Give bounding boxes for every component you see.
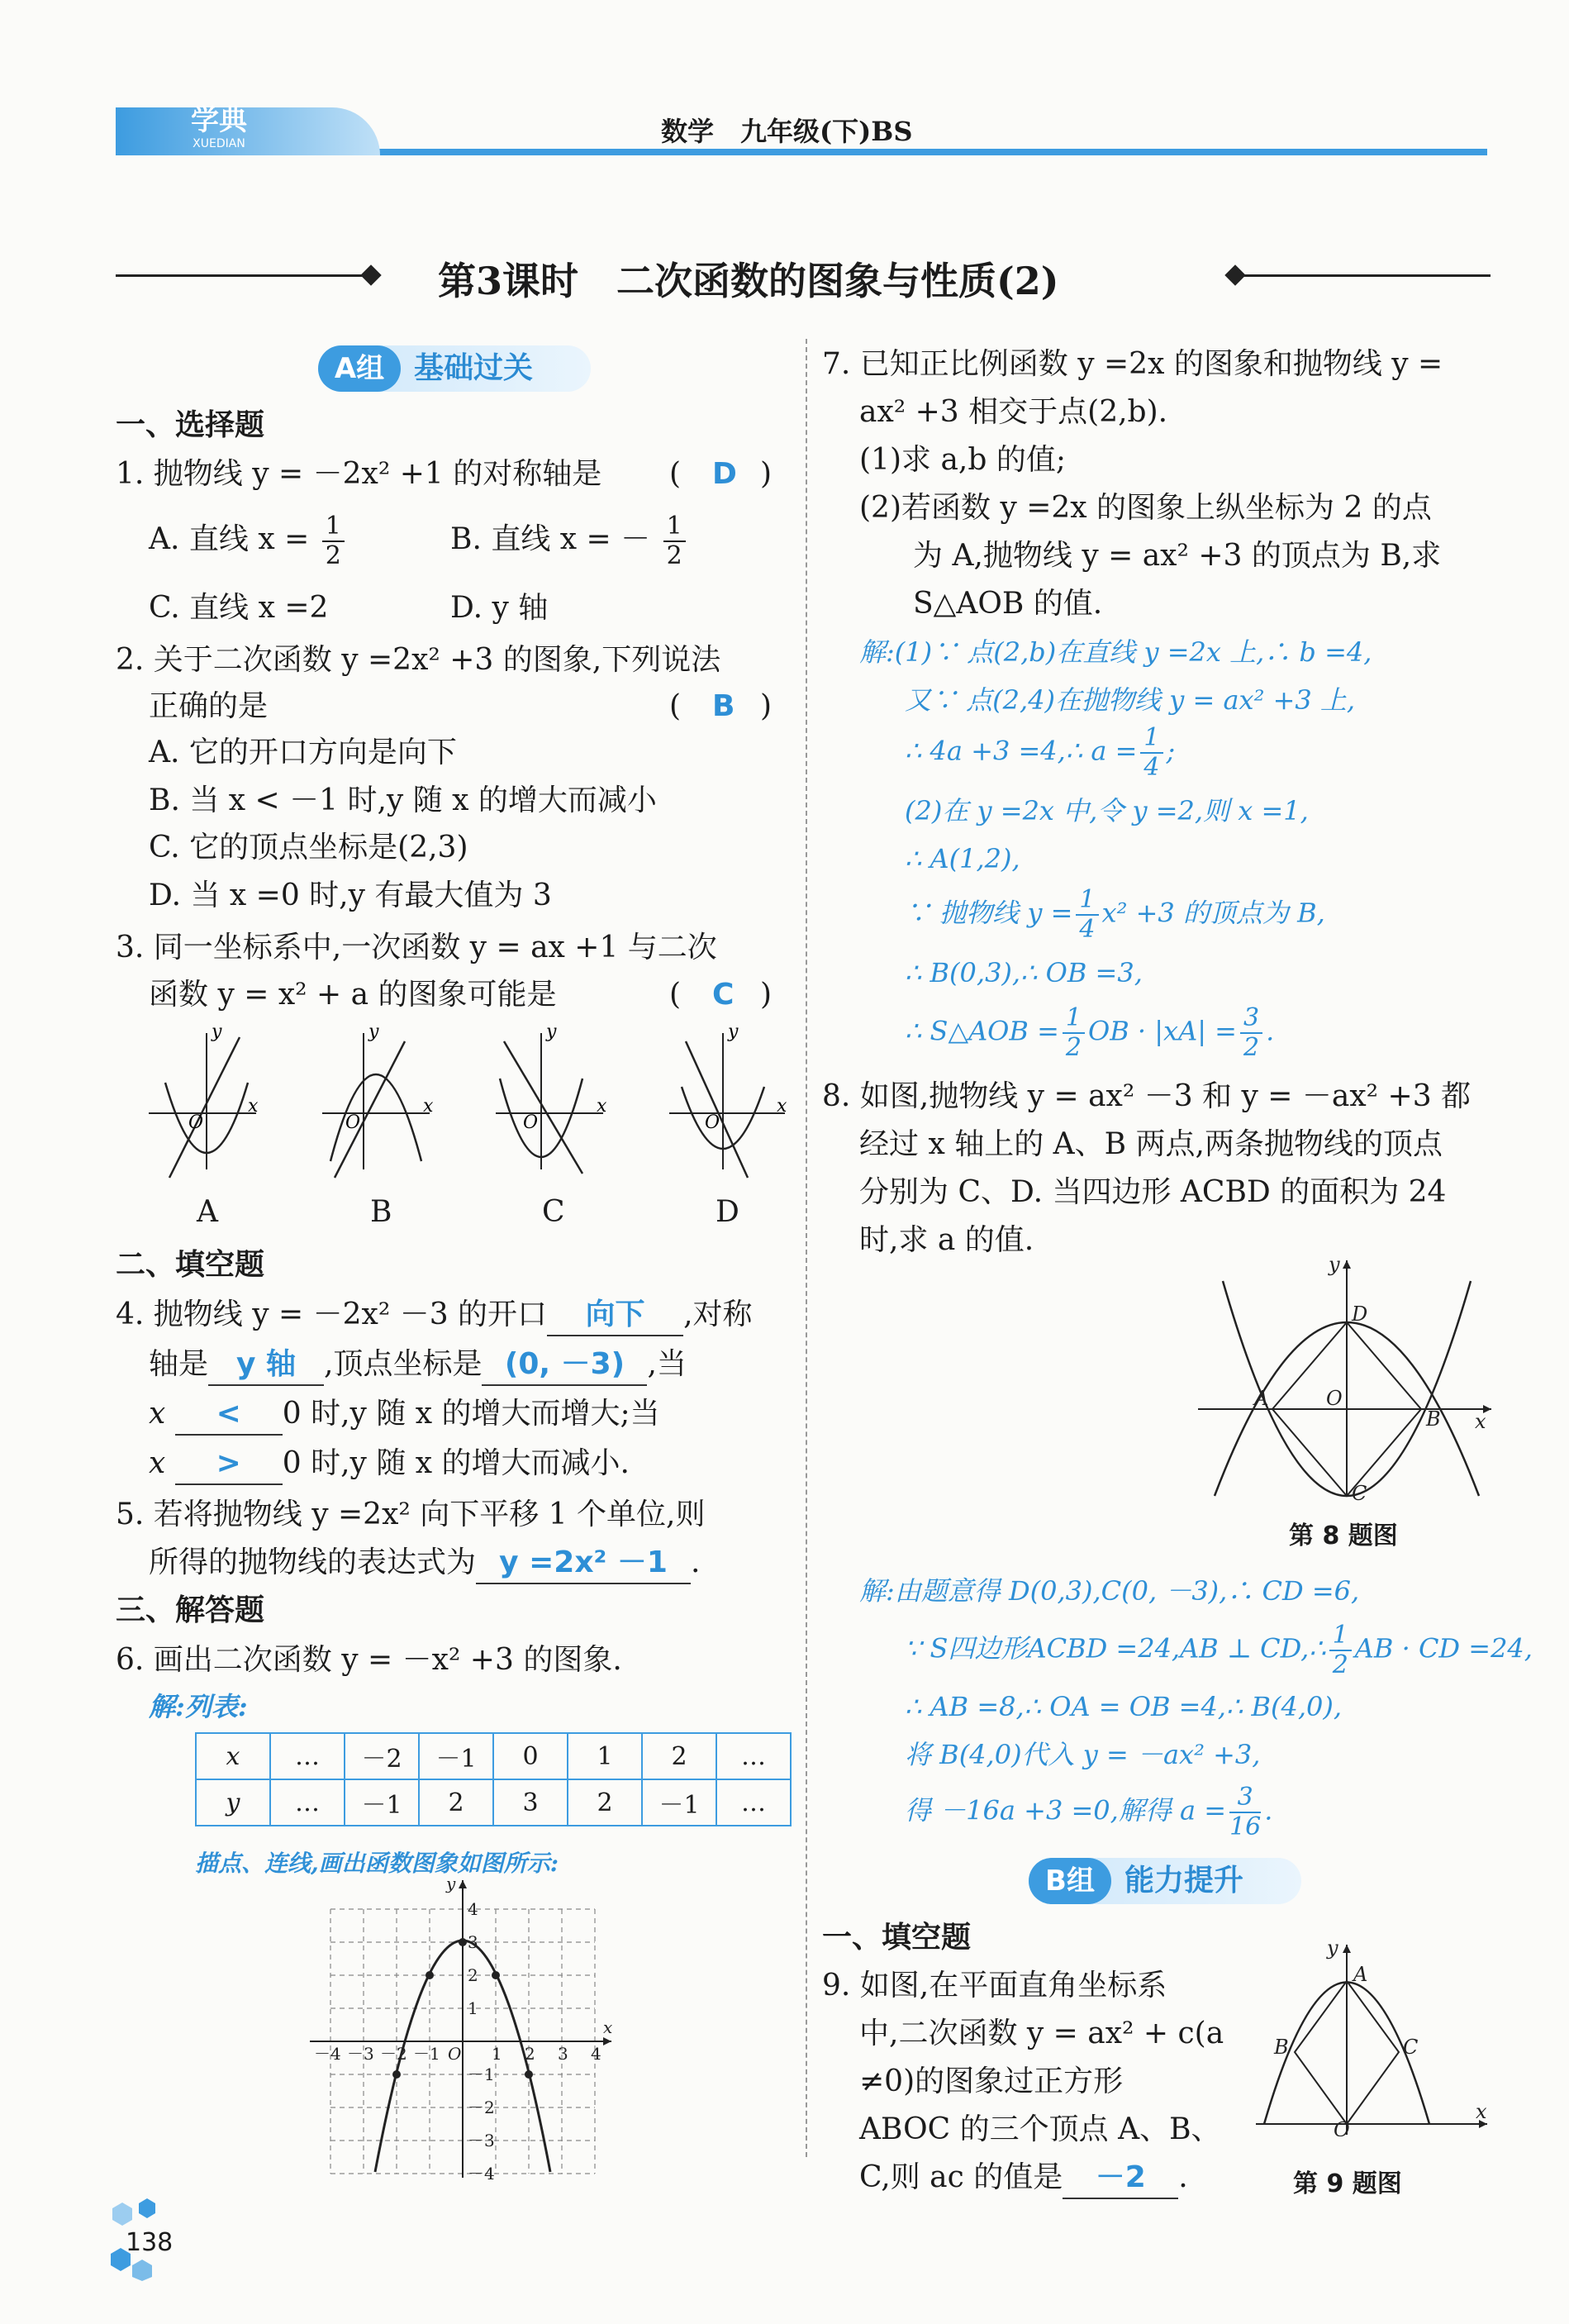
q7-solution-8-fraction-2	[1240, 1004, 1262, 1062]
q8-figure	[1190, 1248, 1504, 1504]
q9-line-4: ABOC 的三个顶点 A、B、	[859, 2112, 1221, 2146]
fraction-numerator: 1	[322, 512, 345, 542]
q6-solution-label: 解:列表:	[149, 1691, 248, 1722]
q6-x-tick: －2	[380, 2044, 407, 2064]
lesson-title: 第3课时 二次函数的图象与性质(2)	[438, 259, 1059, 303]
q8-label-c: C	[1352, 1482, 1367, 1504]
q8-label-d: D	[1352, 1302, 1368, 1326]
q8-solution-2-end: AB · CD =24,	[1354, 1632, 1533, 1664]
q3-graph-a-x: x	[248, 1096, 259, 1117]
q6-table-cell: y	[196, 1779, 270, 1826]
column-divider	[806, 339, 807, 2157]
q1-option-b-text: B. 直线 x = －	[450, 522, 651, 556]
q3-graph-d	[669, 1022, 787, 1178]
q1-option-b	[450, 512, 689, 570]
q2-paren-close: )	[760, 689, 773, 723]
q1-option-c: C. 直线 x =2	[149, 591, 329, 625]
q8-line-2: 经过 x 轴上的 A、B 两点,两条抛物线的顶点	[859, 1127, 1443, 1161]
q7-solution-1: 解:(1)∵ 点(2,b)在直线 y =2x 上,∴ b =4,	[859, 636, 1372, 668]
title-rule-left	[116, 274, 364, 277]
q7-solution-4: (2)在 y =2x 中,令 y =2,则 x =1,	[905, 795, 1309, 826]
q9-text-end: .	[1178, 2160, 1188, 2194]
fraction-denominator: 2	[1332, 1650, 1348, 1679]
q6-axis-y: y	[446, 1876, 456, 1893]
q6-table-cell: 3	[493, 1779, 568, 1826]
q6-table-cell: 0	[493, 1733, 568, 1779]
q3-graph-c	[496, 1022, 607, 1174]
title-diamond-left	[360, 264, 381, 285]
q4-blank-opening: 向下	[547, 1295, 683, 1336]
q6-table-row-y	[196, 1779, 791, 1826]
fraction-denominator: 4	[1079, 915, 1096, 944]
q1-option-d: D. y 轴	[450, 591, 549, 625]
fraction-numerator: 1	[663, 512, 686, 542]
q5-text-2: 所得的抛物线的表达式为	[149, 1545, 477, 1579]
q3-graph-b-y: y	[368, 1022, 379, 1042]
q9-label-a: A	[1353, 1963, 1368, 1986]
q3-paren-open: (	[669, 978, 682, 1012]
q9-label-b: B	[1274, 2036, 1289, 2059]
q2-option-a: A. 它的开口方向是向下	[149, 736, 457, 769]
q4-text-7: 0 时,y 随 x 的增大而增大;当	[282, 1397, 660, 1431]
fraction-denominator: 2	[325, 541, 341, 570]
q7-solution-3-text: ∴ 4a +3 =4,∴ a =	[905, 735, 1138, 767]
q6-x-tick: 2	[525, 2044, 535, 2064]
fraction-numerator: 3	[1240, 1004, 1262, 1034]
q6-table-cell: x	[196, 1733, 270, 1779]
q9-line-1: 9. 如图,在平面直角坐标系	[822, 1969, 1167, 2003]
q7-solution-8-fraction-1	[1063, 1004, 1085, 1062]
q6-table-cell: …	[716, 1733, 791, 1779]
q6-value-table	[195, 1732, 792, 1826]
q8-line-3: 分别为 C、D. 当四边形 ACBD 的面积为 24	[859, 1175, 1447, 1209]
group-a-header	[318, 345, 591, 392]
q1-answer: D	[712, 457, 737, 491]
q8-figure-caption: 第 8 题图	[1289, 1522, 1398, 1550]
q4-line-3	[149, 1390, 660, 1438]
q8-label-b: B	[1426, 1407, 1441, 1431]
fraction-numerator: 1	[1140, 724, 1162, 754]
q9-line-3: ≠0)的图象过正方形	[859, 2064, 1124, 2098]
q6-y-tick: －2	[468, 2098, 495, 2117]
q9-text-5: C,则 ac 的值是	[859, 2160, 1063, 2194]
q2-option-d: D. 当 x =0 时,y 有最大值为 3	[149, 879, 552, 912]
q7-solution-8-text: ∴ S△AOB =	[905, 1015, 1059, 1047]
q1-option-a	[149, 512, 348, 570]
q9-line-5	[859, 2154, 1188, 2202]
q9-label-c: C	[1403, 2036, 1419, 2059]
q7-solution-5: ∴ A(1,2),	[905, 843, 1020, 874]
q3-label-c: C	[542, 1195, 565, 1229]
fraction-denominator: 2	[666, 541, 682, 570]
q8-solution-5-text: 得 －16a +3 =0,解得 a =	[905, 1794, 1227, 1826]
q1-option-b-fraction	[663, 512, 686, 570]
q6-table-cell: －1	[642, 1779, 716, 1826]
q7-solution-7: ∴ B(0,3),∴ OB =3,	[905, 957, 1143, 988]
q4-blank-less: <	[175, 1394, 283, 1436]
q9-figure	[1248, 1938, 1495, 2136]
q8-solution-1: 解:由题意得 D(0,3),C(0, －3),∴ CD =6,	[859, 1575, 1360, 1607]
q6-x-tick: 1	[492, 2044, 502, 2064]
q1-stem: 1. 抛物线 y = －2x² +1 的对称轴是	[116, 457, 602, 491]
q1-option-a-fraction	[322, 512, 345, 570]
section-solve: 三、解答题	[116, 1593, 265, 1627]
q8-solution-4: 将 B(4,0)代入 y = －ax² +3,	[905, 1739, 1261, 1770]
q8-solution-2	[905, 1622, 1533, 1679]
q4-text-3: 轴是	[149, 1347, 209, 1381]
q5-text-3: .	[691, 1545, 701, 1579]
q6-y-tick: 4	[468, 1899, 478, 1919]
q7-line-2: ax² +3 相交于点(2,b).	[859, 395, 1168, 429]
q3-graph-a-o: O	[188, 1112, 204, 1133]
logo-text-cn: 学典	[191, 104, 247, 137]
q7-line-5: 为 A,抛物线 y = ax² +3 的顶点为 B,求	[913, 539, 1442, 573]
q6-table-cell: －2	[345, 1733, 419, 1779]
q3-option-graphs	[140, 1021, 793, 1186]
q9-line-2: 中,二次函数 y = ax² + c(a	[859, 2017, 1224, 2050]
fraction-numerator: 3	[1229, 1783, 1261, 1813]
q6-table-cell: 2	[568, 1779, 642, 1826]
q1-paren-close: )	[760, 457, 773, 491]
q3-stem-2: 函数 y = x² + a 的图象可能是	[149, 978, 557, 1012]
group-a-badge: A组	[318, 345, 401, 392]
q6-table-cell: －1	[419, 1733, 493, 1779]
q6-origin: O	[448, 2044, 462, 2064]
q1-paren-open: (	[669, 457, 682, 491]
q7-line-1: 7. 已知正比例函数 y =2x 的图象和抛物线 y =	[822, 347, 1443, 381]
page-number: 138	[126, 2228, 174, 2257]
fraction-numerator: 1	[1076, 886, 1098, 916]
q8-line-4: 时,求 a 的值.	[859, 1223, 1034, 1257]
q6-x-tick: 4	[591, 2044, 601, 2064]
q9-blank-answer: －2	[1063, 2158, 1178, 2199]
q6-axis-x: x	[603, 2017, 613, 2037]
q3-graph-b-o: O	[345, 1112, 361, 1133]
fraction-denominator: 2	[1065, 1033, 1082, 1062]
q6-x-tick: －3	[347, 2044, 374, 2064]
logo	[165, 104, 273, 150]
q6-description: 描点、连线,画出函数图象如图所示:	[195, 1850, 559, 1877]
q6-x-tick: －4	[314, 2044, 341, 2064]
q4-line-2	[149, 1341, 687, 1388]
q2-paren-open: (	[669, 689, 682, 723]
q3-graph-d-o: O	[705, 1112, 720, 1133]
q8-solution-5	[905, 1783, 1272, 1841]
q7-solution-8-mid: OB · |xA| =	[1088, 1015, 1237, 1047]
q9-label-y: y	[1327, 1938, 1338, 1960]
q3-label-a: A	[197, 1195, 218, 1229]
fraction-denominator: 2	[1243, 1033, 1260, 1062]
q7-solution-6	[905, 886, 1325, 944]
q6-y-tick: 3	[468, 1932, 478, 1952]
q9-figure-caption: 第 9 题图	[1293, 2169, 1402, 2198]
q2-option-c: C. 它的顶点坐标是(2,3)	[149, 831, 468, 864]
q8-label-y: y	[1329, 1253, 1340, 1276]
q6-y-tick: －1	[468, 2064, 495, 2084]
q5-line-2	[149, 1539, 700, 1587]
q7-line-4: (2)若函数 y =2x 的图象上纵坐标为 2 的点	[859, 491, 1432, 525]
q6-y-tick: 2	[468, 1965, 478, 1985]
q6-y-tick: －3	[468, 2131, 495, 2150]
q3-graph-d-x: x	[777, 1096, 787, 1117]
group-b-title: 能力提升	[1124, 1864, 1244, 1898]
q6-table-row-x	[196, 1733, 791, 1779]
q3-graph-b-x: x	[423, 1096, 434, 1117]
q8-solution-2-text: ∵ S四边形ACBD =24,AB ⊥ CD,∴	[905, 1632, 1326, 1664]
fraction-denominator: 4	[1143, 753, 1160, 782]
q3-graph-c-y: y	[546, 1022, 557, 1042]
q6-table-cell: 2	[642, 1733, 716, 1779]
q8-solution-5-fraction	[1229, 1783, 1261, 1841]
q4-text-5: ,当	[647, 1347, 687, 1381]
q6-y-tick: 1	[468, 1998, 478, 2018]
q3-graph-d-y: y	[728, 1022, 739, 1042]
group-b-badge: B组	[1029, 1858, 1111, 1904]
logo-text-en: XUEDIAN	[193, 137, 245, 150]
q7-solution-6-fraction	[1076, 886, 1098, 944]
fraction-numerator: 1	[1063, 1004, 1085, 1034]
q6-x-tick: 3	[558, 2044, 568, 2064]
q4-line-4	[149, 1440, 630, 1488]
q6-table-cell: …	[270, 1779, 345, 1826]
group-b-header	[1029, 1858, 1301, 1904]
q3-graph-c-x: x	[597, 1096, 607, 1117]
q3-paren-close: )	[760, 978, 773, 1012]
q4-blank-greater: >	[175, 1444, 283, 1485]
q3-label-d: D	[716, 1195, 739, 1229]
q4-text-4: ,顶点坐标是	[324, 1347, 483, 1381]
q6-table-cell: …	[270, 1733, 345, 1779]
q6-table-cell: 2	[419, 1779, 493, 1826]
q7-line-3: (1)求 a,b 的值;	[859, 443, 1066, 477]
q3-graph-c-o: O	[523, 1112, 539, 1133]
q4-text-1: 4. 抛物线 y = －2x² －3 的开口	[116, 1298, 548, 1331]
q5-blank-expression: y =2x² －1	[476, 1543, 691, 1584]
q4-blank-vertex: (0, －3)	[482, 1345, 647, 1386]
section-fill-b: 一、填空题	[822, 1921, 972, 1955]
q3-graph-a	[149, 1022, 259, 1178]
q3-answer: C	[712, 978, 735, 1012]
section-fill: 二、填空题	[116, 1248, 265, 1282]
q8-solution-3: ∴ AB =8,∴ OA = OB =4,∴ B(4,0),	[905, 1691, 1343, 1722]
q5-line-1: 5. 若将抛物线 y =2x² 向下平移 1 个单位,则	[116, 1498, 706, 1531]
q3-graph-b	[322, 1022, 434, 1178]
q7-solution-6-text: ∵ 抛物线 y =	[905, 897, 1073, 929]
q2-option-b: B. 当 x < －1 时,y 随 x 的增大而减小	[149, 783, 657, 817]
q6-y-tick: －4	[468, 2164, 495, 2182]
q4-line-1	[116, 1291, 753, 1339]
q7-solution-6-end: x² +3 的顶点为 B,	[1101, 897, 1325, 929]
q6-table-cell: 1	[568, 1733, 642, 1779]
q4-text-9: 0 时,y 随 x 的增大而减小.	[282, 1446, 630, 1480]
q2-stem-2: 正确的是	[149, 689, 269, 723]
q6-x-tick: －1	[413, 2044, 440, 2064]
page-header	[0, 99, 1569, 165]
q8-line-1: 8. 如图,抛物线 y = ax² －3 和 y = －ax² +3 都	[822, 1079, 1472, 1113]
header-title: 数学 九年级(下)BS	[661, 116, 913, 147]
q9-label-o: O	[1334, 2118, 1350, 2136]
title-rule-right	[1243, 274, 1491, 277]
q4-text-8: x	[149, 1446, 166, 1480]
q8-label-o: O	[1326, 1387, 1343, 1410]
fraction-denominator: 16	[1229, 1812, 1262, 1841]
q4-blank-axis: y 轴	[208, 1345, 324, 1386]
q8-solution-5-end: .	[1264, 1794, 1273, 1826]
q7-solution-8	[905, 1004, 1274, 1062]
q3-label-b: B	[370, 1195, 392, 1229]
q7-solution-8-end: .	[1266, 1015, 1275, 1047]
q1-option-a-text: A. 直线 x =	[149, 522, 310, 556]
section-choice: 一、选择题	[116, 408, 265, 442]
q6-graph	[306, 1876, 620, 2182]
q2-stem-1: 2. 关于二次函数 y =2x² +3 的图象,下列说法	[116, 643, 721, 677]
q7-solution-2: 又∵ 点(2,4)在抛物线 y = ax² +3 上,	[905, 684, 1356, 716]
q7-line-6: S△AOB 的值.	[913, 587, 1103, 621]
q7-solution-3-fraction	[1140, 724, 1162, 782]
q8-label-a: A	[1254, 1387, 1269, 1410]
q6-stem: 6. 画出二次函数 y = －x² +3 的图象.	[116, 1643, 622, 1677]
q7-solution-3	[905, 724, 1175, 782]
group-a-title: 基础过关	[414, 351, 534, 385]
q9-label-x: x	[1476, 2100, 1487, 2123]
q8-label-x: x	[1475, 1410, 1486, 1433]
q4-text-6: x	[149, 1397, 166, 1431]
q7-solution-3-end: ;	[1166, 735, 1176, 767]
q8-solution-2-fraction	[1329, 1622, 1352, 1679]
fraction-numerator: 1	[1329, 1622, 1352, 1651]
q2-answer: B	[712, 689, 735, 723]
q4-text-2: ,对称	[683, 1298, 753, 1331]
q6-table-cell: －1	[345, 1779, 419, 1826]
q6-table-cell: …	[716, 1779, 791, 1826]
q3-stem-1: 3. 同一坐标系中,一次函数 y = ax +1 与二次	[116, 931, 717, 964]
q3-graph-a-y: y	[212, 1022, 222, 1042]
